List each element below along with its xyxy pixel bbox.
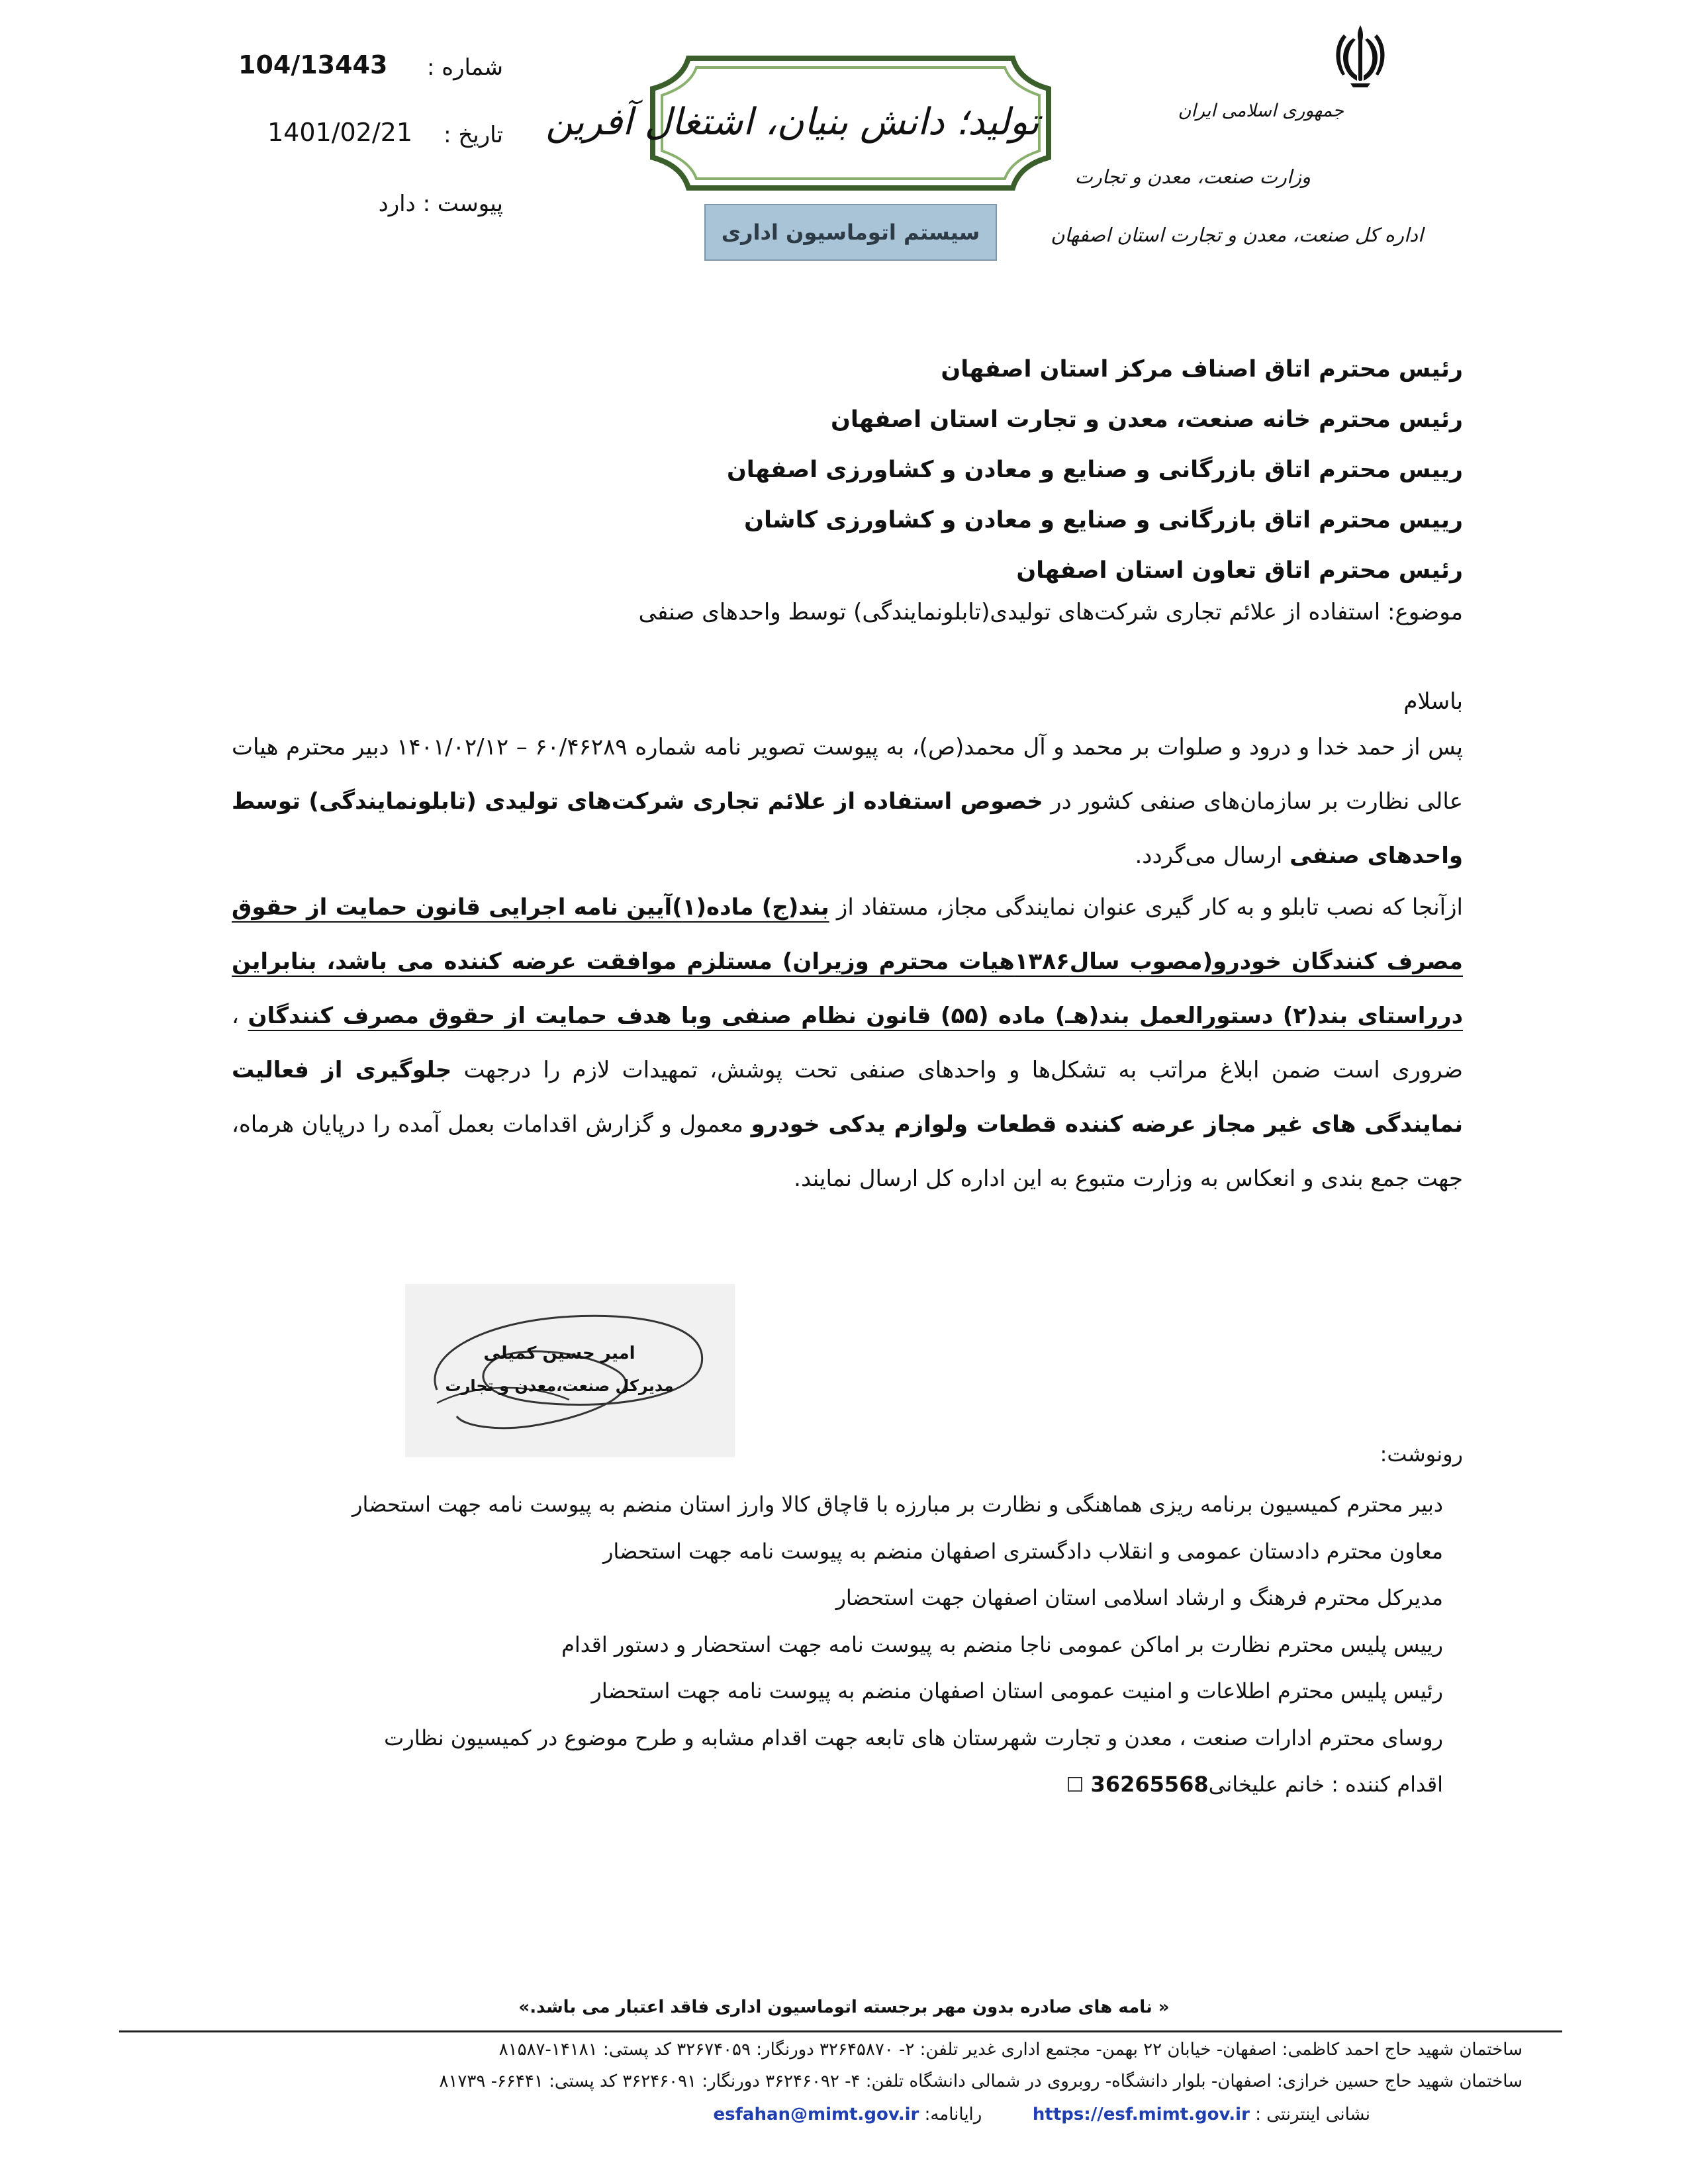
footer-contact-line xyxy=(0,2105,1370,2124)
letter-number-value: 104/13443 xyxy=(238,50,388,79)
greeting: باسلام xyxy=(1403,688,1463,715)
footer-validity-note: « نامه های صادره بدون مهر برجسته اتوماسیون اداری فاقد اعتبار می باشد.» xyxy=(518,1997,1170,2017)
para2-text-end: معمول و گزارش اقدامات بعمل آمده را درپایان هرماه، جهت جمع بندی و انعکاس به وزارت متبوع به این اداره کل ارسال نمایند. xyxy=(232,1111,1463,1192)
recipient-line: رئیس محترم اتاق تعاون استان اصفهان xyxy=(1016,557,1463,584)
para1-text: پس از حمد خدا و درود و صلوات بر محمد و آل محمد(ص)، به پیوست تصویر نامه شماره ۶۰/۴۶۲۸۹ – ۱۴۰۱/۰۲/۱۲ دبیر محترم هیات عالی نظارت بر سازمان‌های صنفی کشور در xyxy=(232,734,1464,815)
footer-address-1: ساختمان شهید حاج احمد کاظمی: اصفهان- خیابان ۲۲ بهمن- مجتمع اداری غدیر تلفن: ۲- ۳۲۶۴۵۸۷۰ دورنگار: ۳۲۶۷۴۰۵۹ کد پستی: ۱۴۱۸۱-۸۱۵۸۷ xyxy=(498,2040,1523,2060)
action-by-label: اقدام کننده : خانم علیخانی xyxy=(1208,1772,1443,1797)
cc-item: مدیرکل محترم فرهنگ و ارشاد اسلامی استان اصفهان جهت استحضار xyxy=(835,1585,1443,1610)
cc-item: رییس پلیس محترم نظارت بر اماکن عمومی ناجا منضم به پیوست نامه جهت استحضار و دستور اقدام xyxy=(561,1631,1443,1657)
website-label: نشانی اینترنتی : xyxy=(1255,2105,1370,2124)
para2-underlined: بند(ج) ماده(۱)آیین نامه اجرایی قانون حمایت از حقوق مصرف کنندگان خودرو(مصوب سال۱۳۸۶هیات محترم وزیران) مستلزم موافقت عرضه کننده می باشد، بنابراین درراستای بند(۲) دستورالعمل بند(هـ) ماده (۵۵) قانون نظام صنفی وبا هدف حمایت از حقوق مصرف کنندگان xyxy=(232,894,1464,1029)
para1-bold: خصوص استفاده از علائم تجاری شرکت‌های تولیدی (تابلونمایندگی) توسط واحدهای صنفی xyxy=(232,788,1463,869)
letter-number-label: شماره : xyxy=(427,54,503,81)
footer-divider xyxy=(119,2030,1562,2032)
body-paragraph-2 xyxy=(232,880,1463,1206)
body-paragraph-1 xyxy=(232,720,1463,883)
signature-scribble-icon xyxy=(397,1284,741,1463)
signer-title: مدیرکل صنعت،معدن و تجارت xyxy=(445,1377,674,1395)
org-line-ministry: وزارت صنعت، معدن و تجارت xyxy=(1074,165,1311,188)
cc-item: رئیس پلیس محترم اطلاعات و امنیت عمومی استان اصفهان منضم به پیوست نامه جهت استحضار xyxy=(591,1678,1443,1704)
signer-name: امیر حسین کمیلی xyxy=(483,1343,635,1363)
footer-address-2: ساختمان شهید حاج حسین خرازی: اصفهان- بلوار دانشگاه- روبروی در شمالی دانشگاه تلفن: ۴- ۳۶۲۴۶۰۹۲ دورنگار: ۳۶۲۴۶۰۹۱ کد پستی: ۶۶۴۴۱- ۸۱۷۳۹ xyxy=(439,2071,1523,2091)
recipient-line: رییس محترم اتاق بازرگانی و صنایع و معادن و کشاورزی کاشان xyxy=(744,507,1463,533)
iran-emblem-icon xyxy=(1324,20,1397,93)
cc-item: روسای محترم ادارات صنعت ، معدن و تجارت شهرستان های تابعه جهت اقدام مشابه و طرح موضوع در کمیسیون نظارت xyxy=(384,1725,1443,1751)
letter-date-label: تاریخ : xyxy=(444,122,503,148)
para1-text-end: ارسال می‌گردد. xyxy=(1135,842,1290,869)
para2-text-mid: ، ضروری است ضمن ابلاغ مراتب به تشکل‌ها و واحدهای صنفی تحت پوشش، تمهیدات لازم را درجهت xyxy=(232,1003,1463,1083)
email-label: رایانامه: xyxy=(924,2105,982,2124)
para2-bold: جلوگیری از فعالیت نمایندگی های غیر مجاز عرضه کننده قطعات ولوازم یدکی خودرو xyxy=(232,1057,1463,1138)
para2-text: ازآنجا که نصب تابلو و به کار گیری عنوان نمایندگی مجاز، مستفاد از xyxy=(829,894,1463,921)
letter-attachment: پیوست : دارد xyxy=(378,191,503,217)
automation-system-badge: سیستم اتوماسیون اداری xyxy=(704,204,997,261)
recipients-list xyxy=(205,344,1463,596)
recipient-line: رئیس محترم خانه صنعت، معدن و تجارت استان اصفهان xyxy=(830,406,1463,433)
email-link[interactable]: esfahan@mimt.gov.ir xyxy=(713,2105,919,2124)
checkbox-icon: ☐ xyxy=(1066,1774,1084,1797)
cc-title: رونوشت: xyxy=(1380,1441,1463,1467)
website-link[interactable]: https://esf.mimt.gov.ir xyxy=(1032,2105,1250,2124)
cc-item: دبیر محترم کمیسیون برنامه ریزی هماهنگی و نظارت بر مبارزه با قاچاق کالا وارز استان منضم به پیوست نامه جهت استحضار xyxy=(352,1492,1443,1517)
recipient-line: رئیس محترم اتاق اصناف مرکز استان اصفهان xyxy=(941,356,1463,383)
org-line-country: جمهوری اسلامی ایران xyxy=(1178,101,1344,121)
action-by-line xyxy=(185,1761,1443,1809)
recipient-line: رییس محترم اتاق بازرگانی و صنایع و معادن و کشاورزی اصفهان xyxy=(726,457,1463,483)
action-by-phone: 36265568 xyxy=(1090,1772,1209,1797)
slogan: تولید؛ دانش بنیان، اشتغال آفرین xyxy=(545,101,1039,144)
cc-list xyxy=(185,1481,1443,1809)
letter-date-value: 1401/02/21 xyxy=(267,118,413,147)
org-line-directorate: اداره کل صنعت، معدن و تجارت استان اصفهان xyxy=(1051,224,1423,246)
letter-subject: موضوع: استفاده از علائم تجاری شرکت‌های تولیدی(تابلونمایندگی) توسط واحدهای صنفی xyxy=(638,599,1463,625)
cc-item: معاون محترم دادستان عمومی و انقلاب دادگستری اصفهان منضم به پیوست نامه جهت استحضار xyxy=(602,1538,1443,1564)
